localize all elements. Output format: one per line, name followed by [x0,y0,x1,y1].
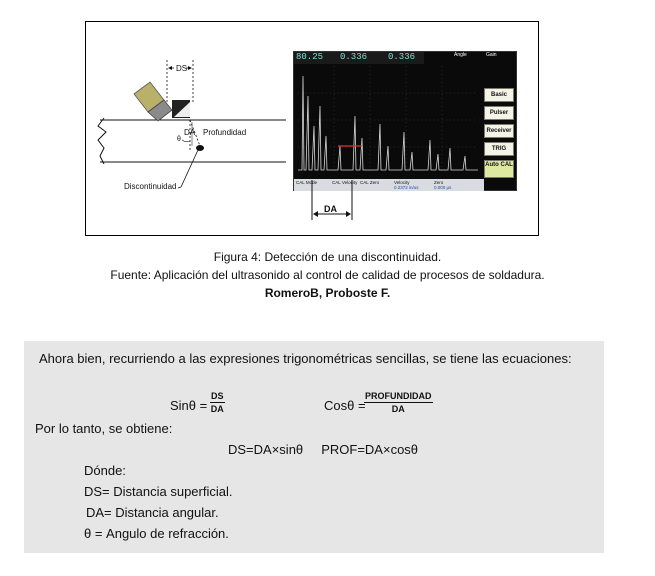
menu-receiver-button[interactable]: Receiver [484,124,514,138]
sin-fraction [210,390,225,415]
menu-trig-button[interactable]: TRIG [484,142,514,156]
ds-label: DS [176,64,188,73]
tab-zero[interactable]: Zero [434,180,444,185]
cos-numerator: PROFUNDIDAD [365,391,432,401]
menu-pulser-button[interactable]: Pulser [484,106,514,120]
side-menu [484,82,516,182]
sin-denominator: DA [210,404,224,414]
where-text: Dónde: [84,463,126,478]
tab-velocity[interactable]: Velocity [394,180,410,185]
caption-authors: RomeroB, Proboste F. [264,286,391,300]
readout-bar [294,52,424,64]
intro-text: Ahora bien, recurriendo a las expresiones trigonométricas sencillas, se tiene las ecuaciones: [39,351,572,366]
caption-title: Figura 4: Detección de una discontinuidad. [213,250,442,264]
plate-break-line [98,118,106,164]
readout-2: 0.336 [340,52,368,62]
velocity-value: 0.2372 in/us [394,185,419,190]
theta-label: θ [177,136,181,143]
menu-auto-cal-button[interactable]: Auto CAL [484,160,514,178]
caption-source: Fuente: Aplicación del ultrasonido al control de calidad de procesos de soldadura. [110,268,545,282]
equations-box [24,341,604,553]
sin-lhs: Sinθ = [170,398,208,413]
tab-cal-velocity[interactable]: CAL Velocity [332,180,358,185]
defect-leader [181,150,198,187]
cos-fraction [364,390,433,415]
tab-cal-mode[interactable]: CAL Mode [296,180,318,185]
readout-3: 0.336 [388,52,416,62]
sin-numerator: DS [211,391,224,401]
tab-cal-zero[interactable]: CAL Zero [360,180,380,185]
menu-basic-button[interactable]: Basic [484,88,514,102]
probe-icon [134,82,190,121]
definition-ds: DS= Distancia superficial. [84,484,233,499]
result-equations: DS=DA×sinθ PROF=DA×cosθ [228,442,419,457]
zero-value: 0.000 µs [434,185,452,190]
figure-frame [85,21,539,236]
definition-theta: θ = Angulo de refracción. [84,526,229,541]
readout-1: 80.25 [296,52,324,62]
tab-gain: Gain [486,52,497,58]
da-dimension [308,180,368,222]
profundidad-label: Profundidad [203,128,247,137]
da-label: DA [184,128,196,137]
da-marker-label: DA [324,204,337,214]
discontinuidad-label: Discontinuidad [124,182,177,191]
flaw-detector-screen [293,51,517,191]
definition-da: DA= Distancia angular. [86,505,219,520]
defect-marker [196,145,204,151]
therefore-text: Por lo tanto, se obtiene: [35,421,173,436]
cos-denominator: DA [391,404,405,414]
cos-lhs: Cosθ = [324,398,366,413]
tab-angle: Angle [454,52,467,58]
a-scan-waveform [298,66,478,174]
